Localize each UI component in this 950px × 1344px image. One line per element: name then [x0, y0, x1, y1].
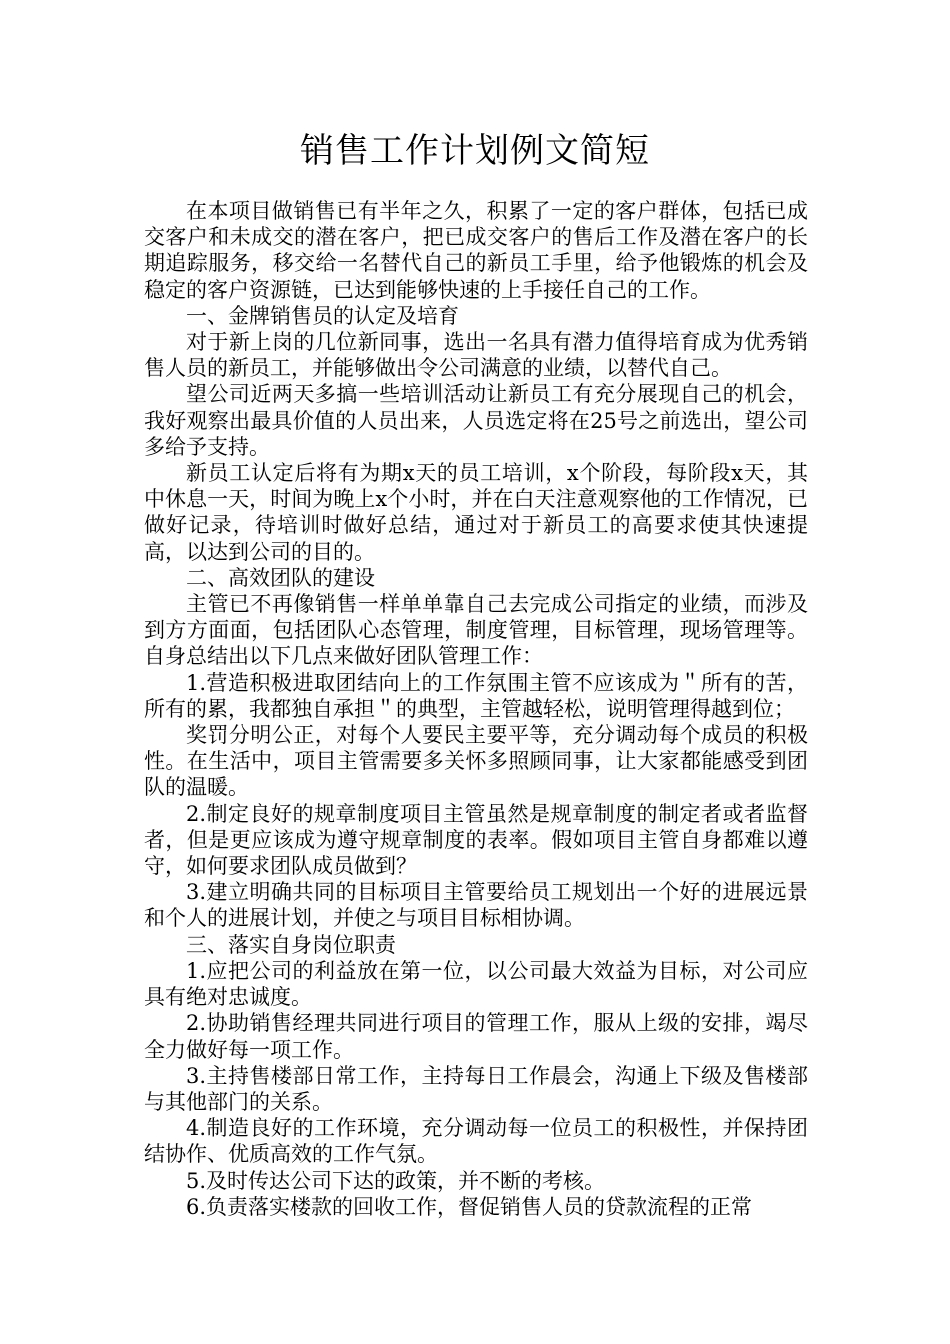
- list-item: 1.营造积极进取团结向上的工作氛围主管不应该成为＂所有的苦，所有的累，我都独自承担＂的典型，主管越轻松，说明管理得越到位；: [144, 670, 808, 721]
- list-item: 3.主持售楼部日常工作，主持每日工作晨会，沟通上下级及售楼部与其他部门的关系。: [144, 1063, 808, 1114]
- list-item: 6.负责落实楼款的回收工作，督促销售人员的贷款流程的正常: [186, 1194, 753, 1219]
- section-heading-2: 二、高效团队的建设: [186, 565, 375, 590]
- intro-paragraph: 在本项目做销售已有半年之久，积累了一定的客户群体，包括已成交客户和未成交的潜在客户，把已成交客户的售后工作及潜在客户的长期追踪服务，移交给一名替代自己的新员工手里，给予他锻炼的机会及稳定的客户资源链，已达到能够快速的上手接任自己的工作。: [144, 199, 808, 302]
- body-paragraph: 对于新上岗的几位新同事，选出一名具有潜力值得培育成为优秀销售人员的新员工，并能够做出令公司满意的业绩，以替代自己。: [144, 330, 808, 381]
- list-item: 2.制定良好的规章制度项目主管虽然是规章制度的制定者或者监督者，但是更应该成为遵守规章制度的表率。假如项目主管自身都难以遵守，如何要求团队成员做到？: [144, 801, 808, 879]
- list-item: 5.及时传达公司下达的政策，并不断的考核。: [186, 1168, 606, 1193]
- body-paragraph: 奖罚分明公正，对每个人要民主要平等，充分调动每个成员的积极性。在生活中，项目主管需要多关怀多照顾同事，让大家都能感受到团队的温暖。: [144, 723, 808, 800]
- list-item: 4.制造良好的工作环境，充分调动每一位员工的积极性，并保持团结协作、优质高效的工作气氛。: [144, 1116, 808, 1167]
- body-paragraph: 主管已不再像销售一样单单靠自己去完成公司指定的业绩，而涉及到方方面面，包括团队心态管理，制度管理，目标管理，现场管理等。自身总结出以下几点来做好团队管理工作：: [144, 592, 808, 669]
- document-title: 销售工作计划例文简短: [300, 131, 650, 171]
- document-body: [144, 198, 808, 1220]
- section-heading-1: 一、金牌销售员的认定及培育: [186, 303, 459, 328]
- list-item: 1.应把公司的利益放在第一位，以公司最大效益为目标，对公司应具有绝对忠诚度。: [144, 958, 808, 1010]
- body-paragraph: 新员工认定后将有为期x天的员工培训，x个阶段，每阶段x天，其中休息一天，时间为晚上x个小时，并在白天注意观察他的工作情况，已做好记录，待培训时做好总结，通过对于新员工的高要求使其快速提高，以达到公司的目的。: [144, 461, 808, 564]
- list-item: 3.建立明确共同的目标项目主管要给员工规划出一个好的进展远景和个人的进展计划，并使之与项目目标相协调。: [144, 880, 808, 931]
- body-paragraph: 望公司近两天多搞一些培训活动让新员工有充分展现自己的机会，我好观察出最具价值的人员出来，人员选定将在25号之前选出，望公司多给予支持。: [144, 382, 808, 459]
- list-item: 2.协助销售经理共同进行项目的管理工作，服从上级的安排，竭尽全力做好每一项工作。: [144, 1011, 808, 1062]
- section-heading-3: 三、落实自身岗位职责: [186, 932, 396, 957]
